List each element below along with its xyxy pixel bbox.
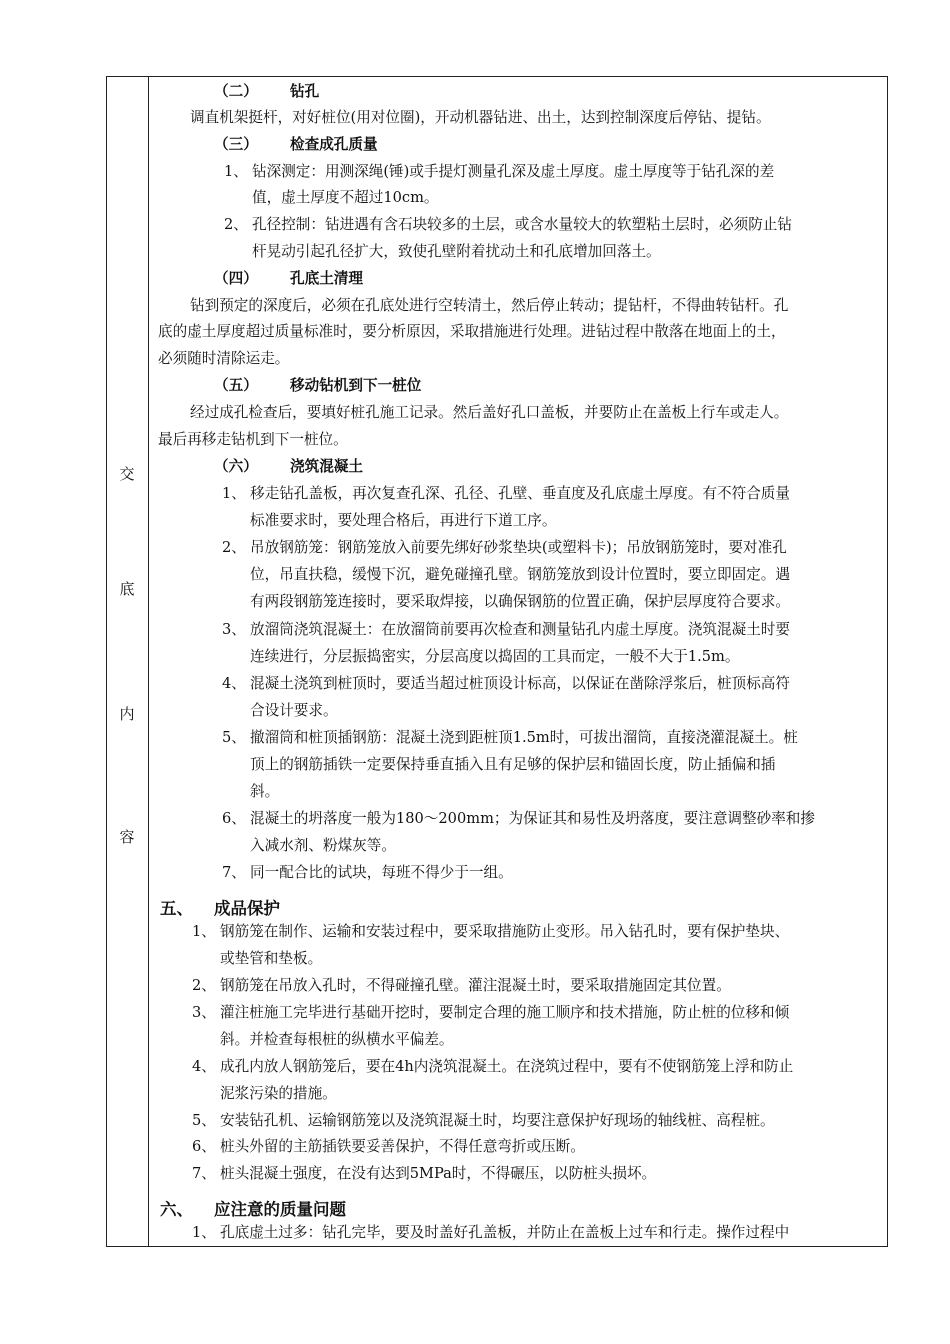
item-line: 移走钻孔盖板，再次复查孔深、孔径、孔壁、垂直度及孔底虚土厚度。有不符合质量 [250, 485, 790, 502]
item-number: 1、 [192, 1224, 216, 1241]
item-line: 安装钻孔机、运输钢筋笼以及浇筑混凝土时，均要注意保护好现场的轴线桩、高程桩。 [220, 1112, 775, 1129]
item-line: 钻深测定：用测深绳(锤)或手提灯测量孔深及虚土厚度。虚土厚度等于钻孔深的差 [252, 163, 775, 180]
paragraph-line: 底的虚土厚度超过质量标准时，要分析原因，采取措施进行处理。进钻过程中散落在地面上的土， [158, 323, 786, 340]
item-line: 或垫管和垫板。 [220, 950, 323, 967]
item-line: 合设计要求。 [250, 702, 338, 719]
section-title: 应注意的质量问题 [214, 1200, 346, 1219]
item-line: 放溜筒浇筑混凝土：在放溜筒前要再次检查和测量钻孔内虚土厚度。浇筑混凝土时要 [250, 621, 790, 638]
item-number: 6、 [192, 1138, 216, 1155]
paragraph-line: 经过成孔检查后，要填好桩孔施工记录。然后盖好孔口盖板，并要防止在盖板上行车或走人。 [190, 404, 789, 421]
side-label-char: 交 [119, 465, 135, 483]
item-line: 孔径控制：钻进遇有含石块较多的土层，或含水量较大的软塑粘土层时，必须防止钻 [252, 216, 792, 233]
item-line: 连续进行，分层振捣密实，分层高度以捣固的工具而定，一般不大于1.5m。 [250, 648, 740, 665]
item-number: 6、 [222, 810, 246, 827]
item-line: 灌注桩施工完毕进行基础开挖时，要制定合理的施工顺序和技术措施，防止桩的位移和倾 [220, 1004, 790, 1021]
item-line: 值，虚土厚度不超过10cm。 [252, 189, 439, 206]
item-line: 同一配合比的试块，每班不得少于一组。 [250, 864, 513, 881]
item-line: 混凝土浇筑到桩顶时，要适当超过桩顶设计标高，以保证在凿除浮浆后，桩顶标高符 [250, 675, 790, 692]
item-line: 泥浆污染的措施。 [220, 1085, 337, 1102]
column-divider [148, 76, 149, 1247]
item-line: 孔底虚土过多：钻孔完毕，要及时盖好孔盖板，并防止在盖板上过车和行走。操作过程中 [220, 1224, 790, 1241]
item-number: 2、 [224, 216, 248, 233]
item-number: 5、 [222, 729, 246, 746]
paragraph-line: 钻到预定的深度后，必须在孔底处进行空转清土，然后停止转动；提钻杆，不得曲转钻杆。孔 [190, 297, 789, 314]
item-number: 3、 [222, 621, 246, 638]
item-line: 杆晃动引起孔径扩大，致使孔壁附着扰动土和孔底增加回落土。 [252, 243, 661, 260]
item-number: 4、 [222, 675, 246, 692]
item-number: 7、 [192, 1165, 216, 1182]
item-number: 3、 [192, 1004, 216, 1021]
item-line: 桩头外留的主筋插铁要妥善保护，不得任意弯折或压断。 [220, 1138, 585, 1155]
item-line: 桩头混凝土强度，在没有达到5MPa时，不得碾压，以防桩头损坏。 [220, 1165, 657, 1182]
subsection-number: （六） [214, 458, 258, 475]
item-number: 2、 [192, 977, 216, 994]
item-line: 位，吊直扶稳，缓慢下沉，避免碰撞孔壁。钢筋笼放到设计位置时，要立即固定。遇 [250, 566, 790, 583]
item-line: 顶上的钢筋插铁一定要保持垂直插入且有足够的保护层和锚固长度，防止插偏和插 [250, 756, 776, 773]
subsection-title: 钻孔 [290, 83, 320, 100]
subsection-number: （四） [214, 270, 258, 287]
item-line: 撤溜筒和桩顶插钢筋：混凝土浇到距桩顶1.5m时，可拔出溜筒，直接浇灌混凝土。桩 [250, 729, 798, 746]
section-number: 六、 [160, 1200, 193, 1219]
item-number: 5、 [192, 1112, 216, 1129]
item-line: 斜。并检查每根桩的纵横水平偏差。 [220, 1031, 454, 1048]
subsection-title: 孔底土清理 [290, 270, 363, 287]
paragraph-line: 必须随时清除运走。 [158, 350, 290, 367]
item-number: 2、 [222, 539, 246, 556]
side-label-char: 底 [119, 580, 135, 598]
subsection-number: （五） [214, 377, 258, 394]
item-line: 钢筋笼在吊放入孔时，不得碰撞孔壁。灌注混凝土时，要采取措施固定其位置。 [220, 977, 731, 994]
item-line: 成孔内放人钢筋笼后，要在4h内浇筑混凝土。在浇筑过程中，要有不使钢筋笼上浮和防止 [220, 1058, 794, 1075]
item-line: 钢筋笼在制作、运输和安装过程中，要采取措施防止变形。吊入钻孔时，要有保护垫块、 [220, 923, 790, 940]
item-number: 4、 [192, 1058, 216, 1075]
item-line: 入减水剂、粉煤灰等。 [250, 837, 396, 854]
side-label-char: 容 [119, 828, 135, 846]
item-number: 1、 [192, 923, 216, 940]
paragraph-line: 调直机架挺杆，对好桩位(用对位圈)，开动机器钻进、出土，达到控制深度后停钻、提钻。 [190, 109, 771, 126]
subsection-number: （三） [214, 136, 258, 153]
item-line: 吊放钢筋笼：钢筋笼放入前要先绑好砂浆垫块(或塑料卡)；吊放钢筋笼时，要对准孔 [250, 539, 787, 556]
item-line: 标准要求时，要处理合格后，再进行下道工序。 [250, 512, 557, 529]
subsection-number: （二） [214, 83, 258, 100]
item-line: 混凝土的坍落度一般为180～200mm；为保证其和易性及坍落度，要注意调整砂率和掺 [250, 810, 815, 827]
section-title: 成品保护 [214, 899, 280, 918]
subsection-title: 检查成孔质量 [290, 136, 378, 153]
paragraph-line: 最后再移走钻机到下一桩位。 [158, 431, 348, 448]
section-number: 五、 [160, 899, 193, 918]
item-number: 1、 [222, 485, 246, 502]
subsection-title: 移动钻机到下一桩位 [290, 377, 422, 394]
item-line: 斜。 [250, 783, 280, 800]
subsection-title: 浇筑混凝土 [290, 458, 363, 475]
item-number: 7、 [222, 864, 246, 881]
item-line: 有两段钢筋笼连接时，要采取焊接，以确保钢筋的位置正确，保护层厚度符合要求。 [250, 593, 790, 610]
item-number: 1、 [224, 163, 248, 180]
side-label-char: 内 [119, 705, 135, 723]
